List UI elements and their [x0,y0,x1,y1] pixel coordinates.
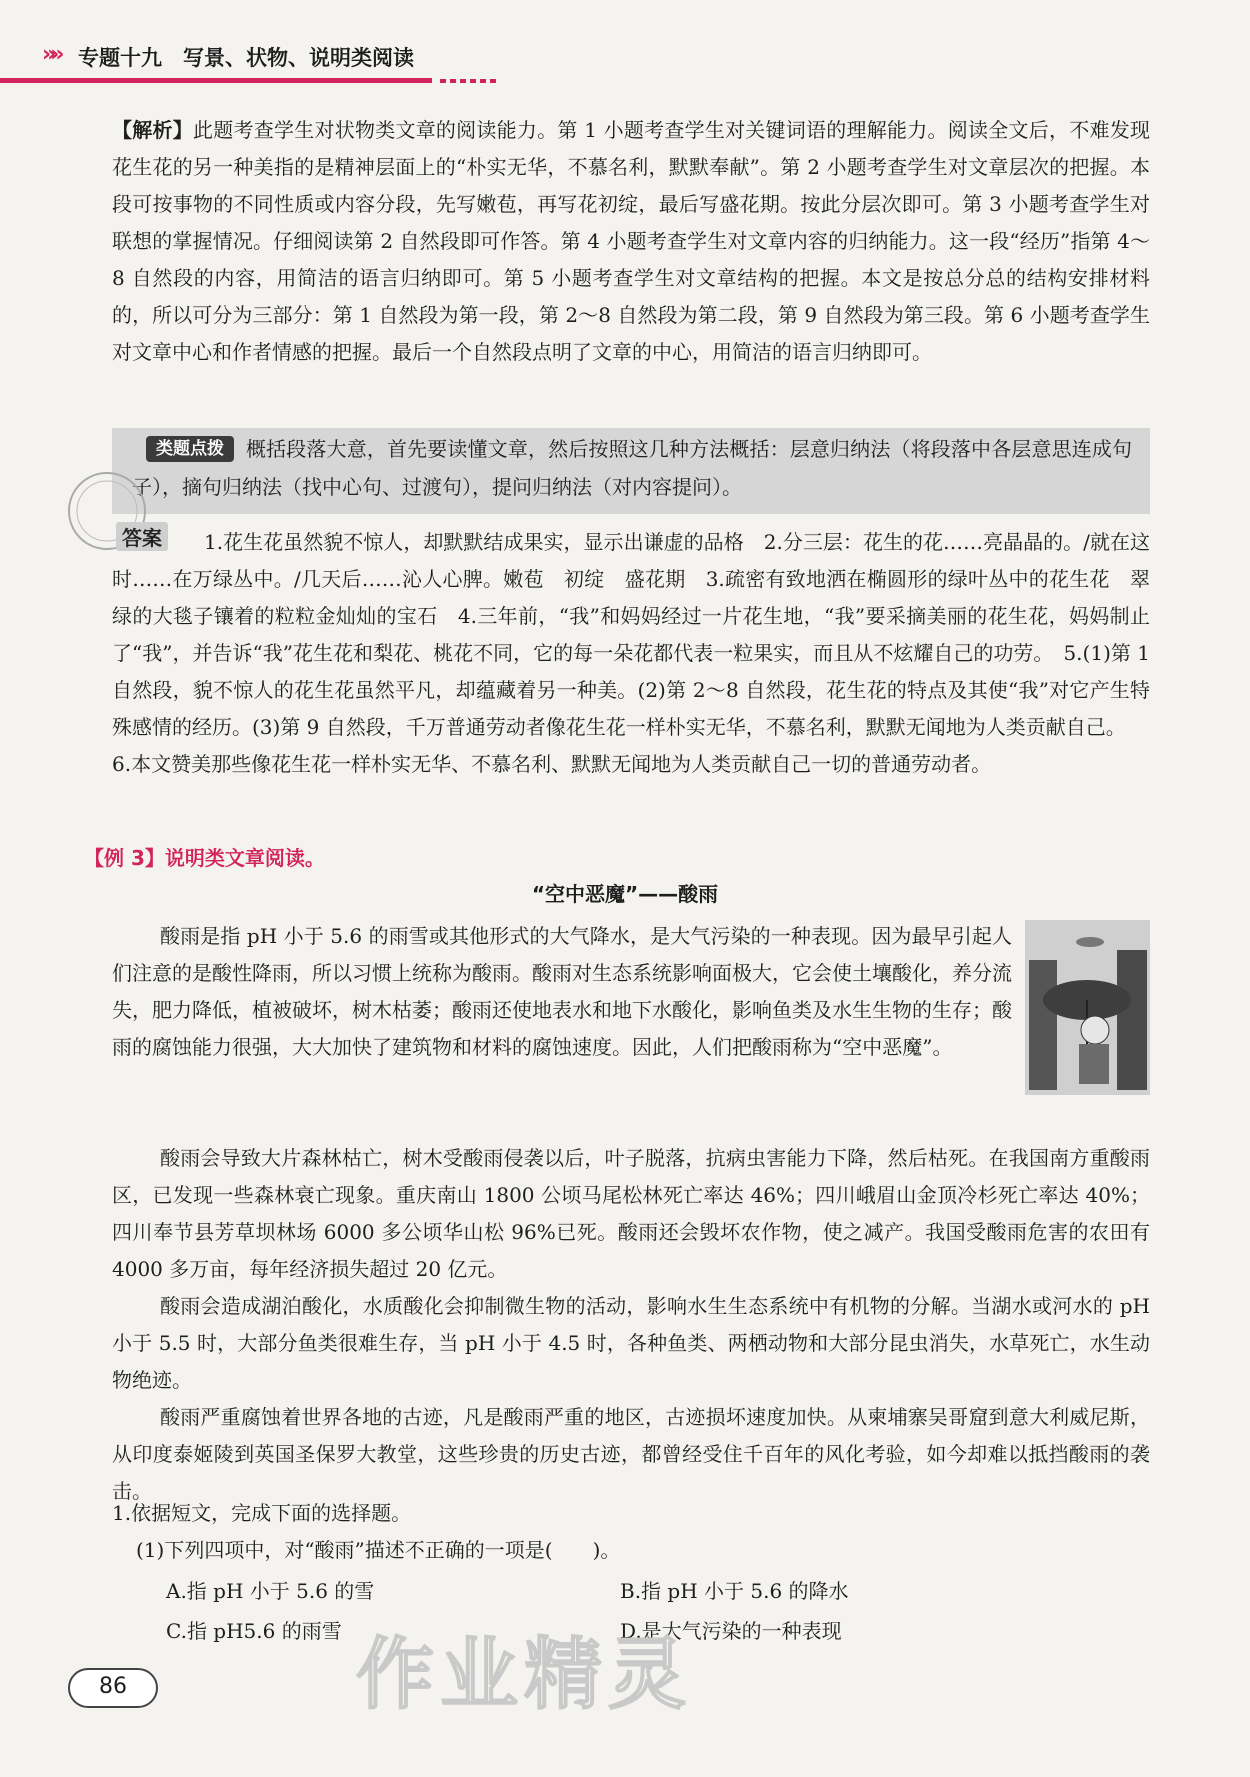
answer-label: 答案 [116,522,168,551]
tip-box [112,428,1150,514]
option-c: C.指 pH5.6 的雨雪 [166,1619,342,1643]
watermark: 作业精灵 [356,1630,693,1720]
analysis-section [112,112,1150,371]
header-rule [0,78,432,83]
example-label: 【例 3】说明类文章阅读。 [84,846,325,870]
page-number: 86 [68,1668,158,1708]
question-text: (1)下列四项中，对“酸雨”描述不正确的一项是( )。 [136,1538,621,1562]
acid-rain-illustration [1025,920,1150,1095]
chapter-title: 专题十九 写景、状物、说明类阅读 [78,46,414,70]
answer-section [112,524,1150,783]
article-paragraph: 酸雨会造成湖泊酸化，水质酸化会抑制微生物的活动，影响水生生态系统中有机物的分解。当湖水或河水的 pH 小于 5.5 时，大部分鱼类很难生存，当 pH 小于 4.5 时，各种鱼类、两栖动物和大部分昆虫消失，水草死亡，水生动物绝迹。 [112,1294,1150,1392]
option-a: A.指 pH 小于 5.6 的雪 [166,1579,375,1603]
analysis-text: 此题考查学生对状物类文章的阅读能力。第 1 小题考查学生对关键词语的理解能力。阅读全文后，不难发现花生花的另一种美指的是精神层面上的“朴实无华，不慕名利，默默奉献”。第 2 小题考查学生对文章层次的把握。本段可按事物的不同性质或内容分段，先写嫩苞，再写花初绽，最后写盛花期。按此分层次即可。第 3 小题考查学生对联想的掌握情况。仔细阅读第 2 自然段即可作答。第 4 小题考查学生对文章内容的归纳能力。这一段“经历”指第 4～8 自然段的内容，用简洁的语言归纳即可。第 5 小题考查学生对文章结构的把握。本文是按总分总的结构安排材料的，所以可分为三部分：第 1 自然段为第一段，第 2～8 自然段为第二段，第 9 自然段为第三段。第 6 小题考查学生对文章中心和作者情感的把握。最后一个自然段点明了文章的中心，用简洁的语言归纳即可。 [112,118,1150,364]
chevron-icon: »» [42,42,59,67]
tip-text: 概括段落大意，首先要读懂文章，然后按照这几种方法概括：层意归纳法（将段落中各层意思连成句子），摘句归纳法（找中心句、过渡句），提问归纳法（对内容提问）。 [132,437,1132,499]
article-paragraph: 酸雨会导致大片森林枯亡，树木受酸雨侵袭以后，叶子脱落，抗病虫害能力下降，然后枯死。在我国南方重酸雨区，已发现一些森林衰亡现象。重庆南山 1800 公顷马尾松林死亡率达 46%；四川峨眉山金顶冷杉死亡率达 40%；四川奉节县芳草坝林场 6000 多公顷华山松 96%已死。酸雨还会毁坏农作物，使之减产。我国受酸雨危害的农田有 4000 多万亩，每年经济损失超过 20 亿元。 [112,1146,1150,1281]
article-paragraph: 酸雨严重腐蚀着世界各地的古迹，凡是酸雨严重的地区，古迹损坏速度加快。从柬埔寨吴哥窟到意大利威尼斯，从印度泰姬陵到英国圣保罗大教堂，这些珍贵的历史古迹，都曾经受住千百年的风化考验，如今却难以抵挡酸雨的袭击。 [112,1405,1150,1503]
answer-text: 1.花生花虽然貌不惊人，却默默结成果实，显示出谦虚的品格 2.分三层：花生的花……亮晶晶的。/就在这时……在万绿丛中。/几天后……沁人心脾。嫩苞 初绽 盛花期 3.疏密有致地洒在椭圆形的绿叶丛中的花生花 翠绿的大毯子镶着的粒粒金灿灿的宝石 4.三年前，“我”和妈妈经过一片花生地，“我”要采摘美丽的花生花，妈妈制止了“我”，并告诉“我”花生花和梨花、桃花不同，它的每一朵花都代表一粒果实，而且从不炫耀自己的功劳。 5.(1)第 1 自然段，貌不惊人的花生花虽然平凡，却蕴藏着另一种美。(2)第 2～8 自然段，花生花的特点及其使“我”对它产生特殊感情的经历。(3)第 9 自然段，千万普通劳动者像花生花一样朴实无华，不慕名利，默默无闻地为人类贡献自己。 [112,530,1150,739]
option-d: D.是大气污染的一种表现 [620,1619,842,1643]
header-dots [440,79,496,83]
tip-badge: 类题点拨 [146,436,234,462]
article-title: “空中恶魔”——酸雨 [531,882,719,906]
question-text: 1.依据短文，完成下面的选择题。 [112,1501,412,1525]
option-b: B.指 pH 小于 5.6 的降水 [620,1579,849,1603]
analysis-label: 【解析】 [112,118,193,142]
page-header [0,38,1250,78]
question-1 [112,1495,1150,1569]
article-body [112,1140,1150,1510]
article-paragraph: 酸雨是指 pH 小于 5.6 的雨雪或其他形式的大气降水，是大气污染的一种表现。因为最早引起人们注意的是酸性降雨，所以习惯上统称为酸雨。酸雨对生态系统影响面极大，它会使土壤酸化，养分流失，肥力降低，植被破坏，树木枯萎；酸雨还使地表水和地下水酸化，影响鱼类及水生生物的生存；酸雨的腐蚀能力很强，大大加快了建筑物和材料的腐蚀速度。因此，人们把酸雨称为“空中恶魔”。 [112,924,1012,1059]
answer-text-6: 6.本文赞美那些像花生花一样朴实无华、不慕名利、默默无闻地为人类贡献自己一切的普通劳动者。 [112,752,992,776]
article-para-1 [112,918,1012,1066]
